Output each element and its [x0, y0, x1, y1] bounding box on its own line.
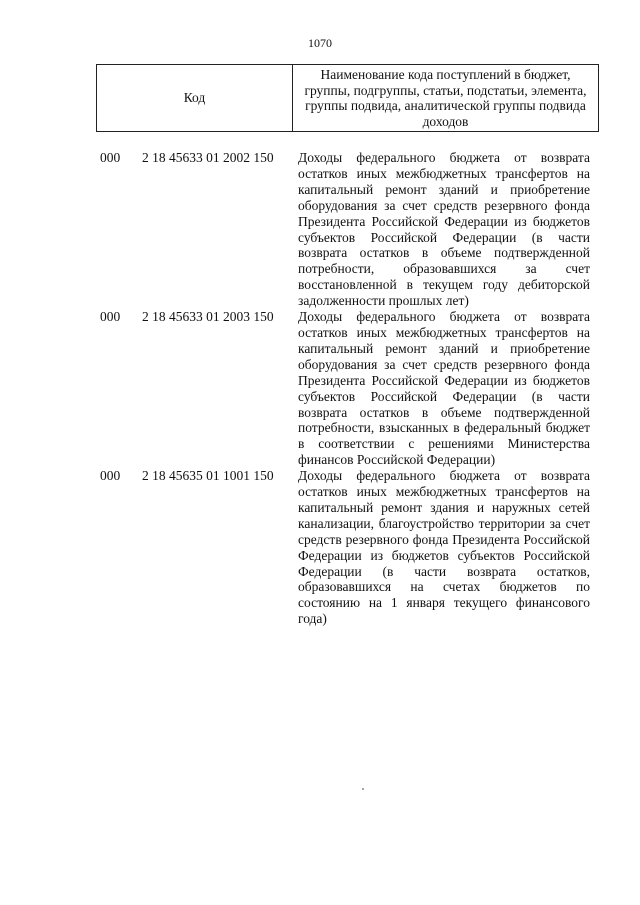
- row-description: Доходы федерального бюджета от возврата остатков иных межбюджетных трансфертов на капитальный ремонт здания и наружных сетей канализации, благоустройство территории за счет средств резервного фонда Президента Российской Федерации из бюджетов субъектов Российской Федерации (в части возврата остатков, образовавшихся на счетах бюджетов по состоянию на 1 января текущего финансового года): [298, 468, 590, 627]
- scan-speck: [362, 788, 364, 790]
- row-income-code: 2 18 45635 01 1001 150: [142, 468, 274, 484]
- table-body: [100, 150, 600, 627]
- row-admin-code: 000: [100, 468, 121, 484]
- table-row: [100, 309, 600, 468]
- table-header: [96, 64, 599, 132]
- row-admin-code: 000: [100, 309, 121, 325]
- row-income-code: 2 18 45633 01 2002 150: [142, 150, 274, 165]
- table-row: [100, 468, 600, 627]
- row-income-code: 2 18 45633 01 2003 150: [142, 309, 274, 325]
- page-number: 1070: [308, 36, 332, 50]
- row-admin-code: 000: [100, 150, 121, 165]
- row-description: Доходы федерального бюджета от возврата остатков иных межбюджетных трансфертов на капитальный ремонт зданий и приобретение оборудования за счет средств резервного фонда Президента Российской Федерации из бюджетов субъектов Российской Федерации (в части возврата остатков в объеме подтвержденной потребности, образовавшихся за счет восстановленной в текущем году дебиторской задолженности прошлых лет): [298, 150, 590, 309]
- row-description: Доходы федерального бюджета от возврата остатков иных межбюджетных трансфертов на капитальный ремонт зданий и приобретение оборудования за счет средств резервного фонда Президента Российской Федерации из бюджетов субъектов Российской Федерации (в части возврата остатков в объеме подтвержденной потребности, взысканных в федеральный бюджет в соответствии с решениями Министерства финансов Российской Федерации): [298, 309, 590, 468]
- table-row: [100, 150, 600, 309]
- header-name-cell: Наименование кода поступлений в бюджет, группы, подгруппы, статьи, подстатьи, элемента, группы подвида, аналитической группы подвида доходов: [304, 67, 587, 129]
- header-code-cell: Код: [97, 65, 293, 131]
